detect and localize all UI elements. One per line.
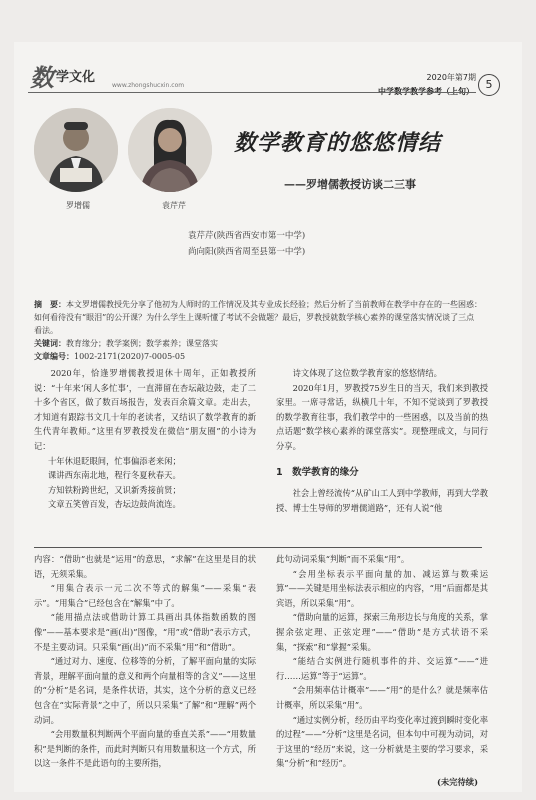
author-line-2: 尚向阳(陕西省周至县第一中学) bbox=[188, 247, 306, 257]
paragraph: 2020年，恰逢罗增儒教授退休十周年，正如教授所说：“十年来‘闲人多忙事’，一直滞留在杏坛敲边鼓，走了二十多个省区，做了数百场报告，发表百余篇文章。走出去，才知道有跟踪书文几十年的老读者，又结识了数学教育的新生代青年教师。”这里有罗教授发在微信“朋友圈”的小诗为记： bbox=[34, 368, 256, 451]
keywords-text: 教育缘分；教学案例；数学素养；课堂落实 bbox=[66, 339, 218, 348]
column-top-right bbox=[276, 366, 488, 515]
abstract-text: 本文罗增儒教授先分享了他初为人师时的工作情况及其专业成长经验；然后分析了当前教师在教学中存在的一些困惑：如何看待没有“眼泪”的公开课？为什么学生上课听懂了考试不会做题？最后，罗教授就数学核心素养的课堂落实情况谈了三点看法。 bbox=[34, 300, 482, 335]
article-title: 数学教育的悠悠情结 bbox=[234, 131, 442, 156]
paragraph: 社会上曾经流传“从矿山工人到中学教师，再到大学教授、博士生导师的罗增儒道路”，还有人说“他 bbox=[276, 488, 488, 513]
poem-line: 文章五笑曾百发，杏坛边鼓尚流连。 bbox=[48, 499, 181, 510]
portrait-photo-1 bbox=[34, 108, 118, 192]
section-divider bbox=[34, 547, 482, 548]
site-url: www.zhongshucxin.com bbox=[112, 82, 185, 89]
poem-line: 课讲西东南北地，程行冬夏秋春天。 bbox=[48, 470, 181, 481]
column-top-left bbox=[34, 366, 256, 512]
portrait-photo-2 bbox=[128, 108, 212, 192]
paragraph: “能用描点法或借助计算工具画出具体指数函数的图像”——基本要求是“画(出)”图像，“用”或“借助”表示方式，不是主要动词。只采集“画(出)”而不采集“用”和“借助”。 bbox=[34, 612, 256, 652]
abstract-block bbox=[34, 298, 482, 363]
paragraph: 内容：“借助”也就是“运用”的意思，“求解”在这里是目的状语，无须采集。 bbox=[34, 554, 256, 579]
abstract-label: 摘 要： bbox=[34, 300, 66, 309]
keywords bbox=[34, 337, 482, 350]
journal-name: 中学数学教学参考（上旬） bbox=[378, 87, 474, 96]
column-bottom-left bbox=[34, 552, 256, 771]
article-id bbox=[34, 350, 482, 363]
poem-line: 方知铁粉跨世纪，又识新秀接前贤； bbox=[48, 484, 181, 495]
logo-initial: 数 bbox=[30, 64, 54, 92]
author-block bbox=[188, 228, 305, 260]
paragraph: “借助向量的运算，探索三角形边长与角度的关系，掌握余弦定理、正弦定理”——“借助”是方式状语不采集，“探索”和“掌握”采集。 bbox=[276, 612, 488, 652]
article-id-label: 文章编号： bbox=[34, 352, 74, 361]
paragraph: 此句动词采集“判断”而不采集“用”。 bbox=[276, 554, 410, 564]
paragraph: 诗文体现了这位数学教育家的悠悠情结。 bbox=[292, 368, 442, 378]
paragraph: “会用坐标表示平面向量的加、减运算与数乘运算”——关键是用坐标法表示相应的内容，“用”后面都是其宾语，所以采集“用”。 bbox=[276, 568, 488, 608]
section-heading: 1 数学教育的缘分 bbox=[276, 466, 359, 478]
author-line-1: 袁芹芹(陕西省西安市第一中学) bbox=[188, 231, 306, 241]
abstract bbox=[34, 298, 482, 337]
paragraph: “通过对力、速度、位移等的分析，了解平面向量的实际背景，理解平面向量的意义和两个向量相等的含义”——这里的“分析”是名词，是条件状语，其实，这个分析的意义已经包含在“实际背景”之中了，所以只采集“了解”和“理解”两个动词。 bbox=[34, 656, 256, 725]
to-be-continued: (未完待续) bbox=[436, 776, 478, 787]
article-id-text: 1002-2171(2020)7-0005-05 bbox=[74, 352, 186, 361]
photo-caption-2: 袁芹芹 bbox=[162, 201, 186, 210]
paragraph: “会用频率估计概率”——“用”的是什么？就是频率估计概率，所以采集“用”。 bbox=[276, 685, 488, 710]
column-bottom-right bbox=[276, 552, 488, 790]
article-subtitle: ——罗增儒教授访谈二三事 bbox=[284, 178, 416, 191]
page-number: 5 bbox=[478, 74, 500, 96]
paragraph: “会用数量积判断两个平面向量的垂直关系”——“用数量积”是判断的条件，而此时判断只有用数量积这一个方式，所以这一条件不是此语句的主要所指， bbox=[34, 729, 256, 769]
paragraph: 2020年1月，罗教授75岁生日的当天，我们来到教授家里。一席寻常话，纵横几十年，不知不觉谈到了罗教授的数学教育往事，我们教学中的一些困惑，以及当前的热点话题“数学核心素养的课堂落实”。现整理成文，与同行分享。 bbox=[276, 382, 488, 451]
poem-line: 十年休退眨眼间，忙事偏添老来闲； bbox=[48, 455, 181, 466]
logo-text: 学文化 bbox=[56, 70, 96, 85]
header-rule bbox=[28, 92, 476, 93]
paragraph: “通过实例分析，经历由平均变化率过渡到瞬时变化率的过程”——“分析”这里是名词，但本句中可视为动词，对于这里的“经历”来说，这一分析就是主要的学习要求，采集“分析”和“经历”。 bbox=[276, 714, 488, 769]
photo-caption-1: 罗增儒 bbox=[66, 201, 90, 210]
paragraph: “能结合实例进行随机事件的并、交运算”——“进行……运算”等于“运算”。 bbox=[276, 656, 488, 681]
keywords-label: 关键词： bbox=[34, 339, 66, 348]
paragraph: “用集合表示一元二次不等式的解集”——采集“表示”。“用集合”已经包含在“解集”中了。 bbox=[34, 583, 256, 608]
issue-label: 2020年第7期 bbox=[426, 73, 476, 82]
